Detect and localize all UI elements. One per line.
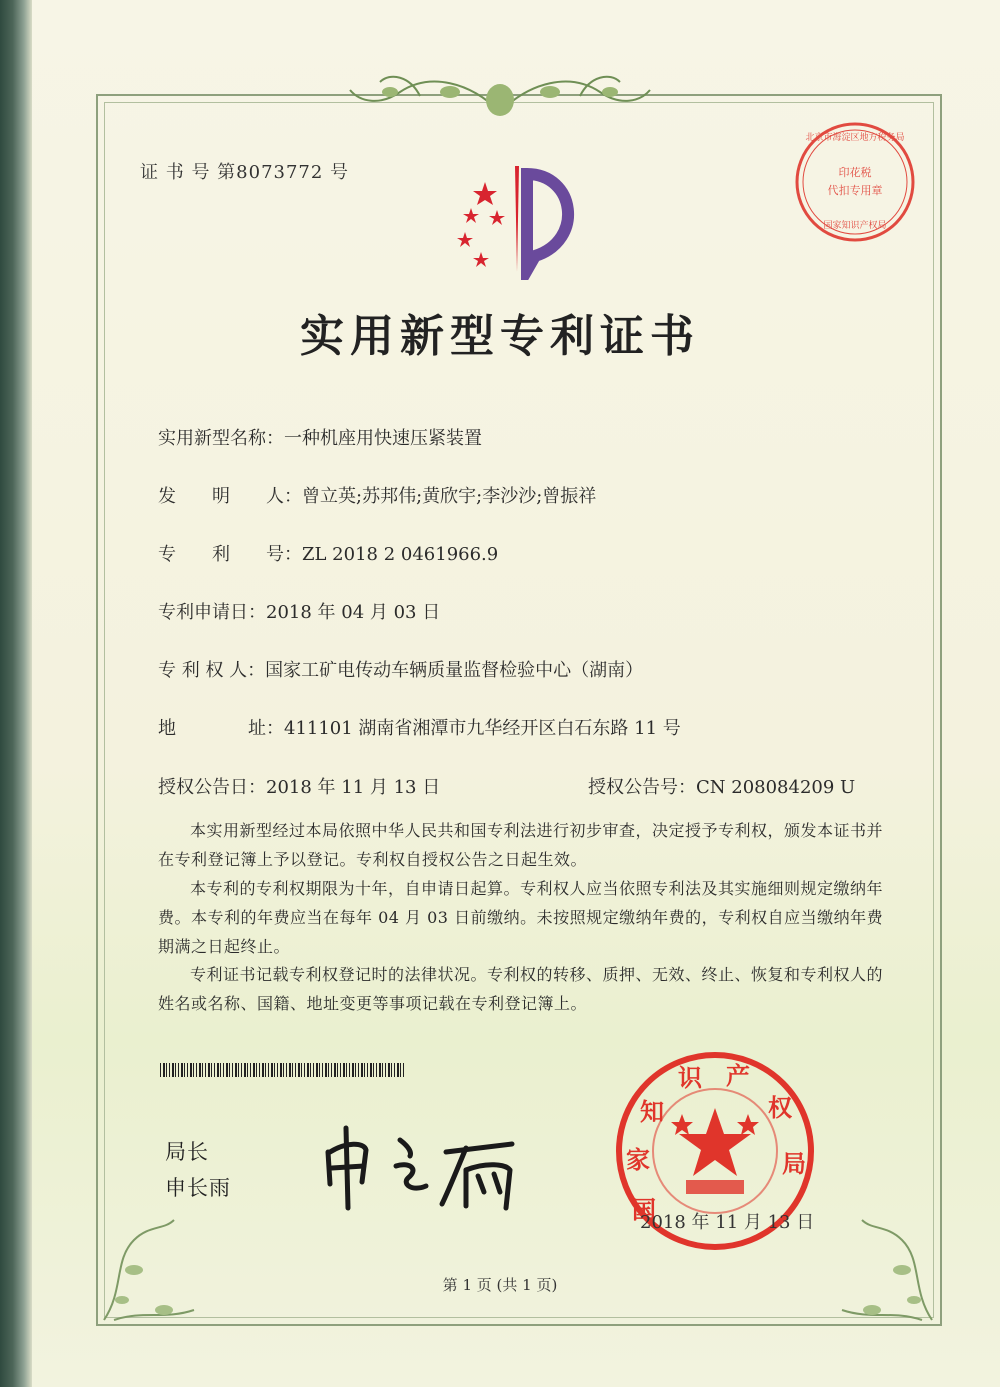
application-date-row [158, 598, 440, 624]
grant-date-row [158, 773, 440, 799]
tax-stamp-seal-icon [790, 118, 920, 246]
grant-number-row [588, 773, 855, 799]
grant-number-value: CN 208084209 U [696, 777, 856, 798]
inventor-label: 发 明 人： [158, 486, 302, 507]
address-row [158, 714, 681, 740]
application-date-value: 2018 年 04 月 03 日 [266, 602, 441, 623]
patentee-value: 国家工矿电传动车辆质量监督检验中心（湖南） [265, 660, 644, 681]
svg-text:家: 家 [626, 1145, 650, 1174]
svg-text:代扣专用章: 代扣专用章 [827, 184, 883, 197]
director-title: 局长 [165, 1140, 209, 1164]
barcode [160, 1063, 406, 1077]
utility-model-name-row [158, 424, 482, 450]
patentee-label: 专 利 权 人： [158, 660, 266, 681]
grant-number-label: 授权公告号： [588, 777, 696, 798]
signing-date: 2018 年 11 月 13 日 [640, 1212, 815, 1233]
address-value: 411101 湖南省湘潭市九华经开区白石东路 11 号 [284, 718, 681, 739]
utility-model-name-label: 实用新型名称： [158, 428, 284, 449]
svg-text:识: 识 [678, 1063, 702, 1092]
svg-text:局: 局 [782, 1149, 806, 1178]
address-label: 地 址： [158, 718, 284, 739]
bottom-left-ornament-icon [94, 1200, 214, 1330]
inventor-row [158, 482, 596, 508]
paragraph-term: 本专利的专利权期限为十年，自申请日起算。专利权人应当依照专利法及其实施细则规定缴纳年费。本专利的年费应当在每年 04 月 03 日前缴纳。未按照规定缴纳年费的，专利权自应当缴纳年费期满之日起终止。 [158, 879, 884, 956]
director-name: 申长雨 [165, 1176, 231, 1200]
grant-date-value: 2018 年 11 月 13 日 [266, 777, 441, 798]
patent-number-label: 专 利 号： [158, 544, 302, 565]
paragraph-legal-status: 专利证书记载专利权登记时的法律状况。专利权的转移、质押、无效、终止、恢复和专利权人的姓名或名称、国籍、地址变更等事项记载在专利登记簿上。 [158, 965, 884, 1013]
page-number: 第 1 页 (共 1 页) [442, 1276, 558, 1294]
patent-number-value: ZL 2018 2 0461966.9 [302, 544, 499, 565]
patentee-row [158, 656, 643, 682]
book-spine [0, 0, 32, 1387]
patent-office-logo-icon [445, 160, 595, 280]
svg-text:国: 国 [632, 1195, 656, 1224]
certificate-title: 实用新型专利证书 [300, 311, 700, 362]
top-ornament-icon [300, 62, 700, 122]
bottom-right-ornament-icon [822, 1200, 942, 1330]
director-signature-icon [316, 1112, 536, 1212]
svg-text:国家知识产权局: 国家知识产权局 [823, 221, 887, 231]
grant-date-label: 授权公告日： [158, 777, 266, 798]
application-date-label: 专利申请日： [158, 602, 266, 623]
patent-number-row [158, 540, 498, 566]
paragraph-review: 本实用新型经过本局依照中华人民共和国专利法进行初步审查，决定授予专利权，颁发本证书并在专利登记簿上予以登记。专利权自授权公告之日起生效。 [158, 821, 884, 869]
svg-text:知: 知 [640, 1097, 664, 1126]
certificate-number: 证 书 号 第8073772 号 [140, 162, 350, 183]
svg-text:权: 权 [768, 1093, 792, 1122]
utility-model-name-value: 一种机座用快速压紧装置 [284, 428, 482, 449]
svg-text:印花税: 印花税 [838, 166, 872, 179]
svg-text:产: 产 [726, 1061, 750, 1090]
svg-text:北京市海淀区地方税务局: 北京市海淀区地方税务局 [805, 133, 905, 143]
inventor-value: 曾立英;苏邦伟;黄欣宇;李沙沙;曾振祥 [302, 486, 597, 507]
